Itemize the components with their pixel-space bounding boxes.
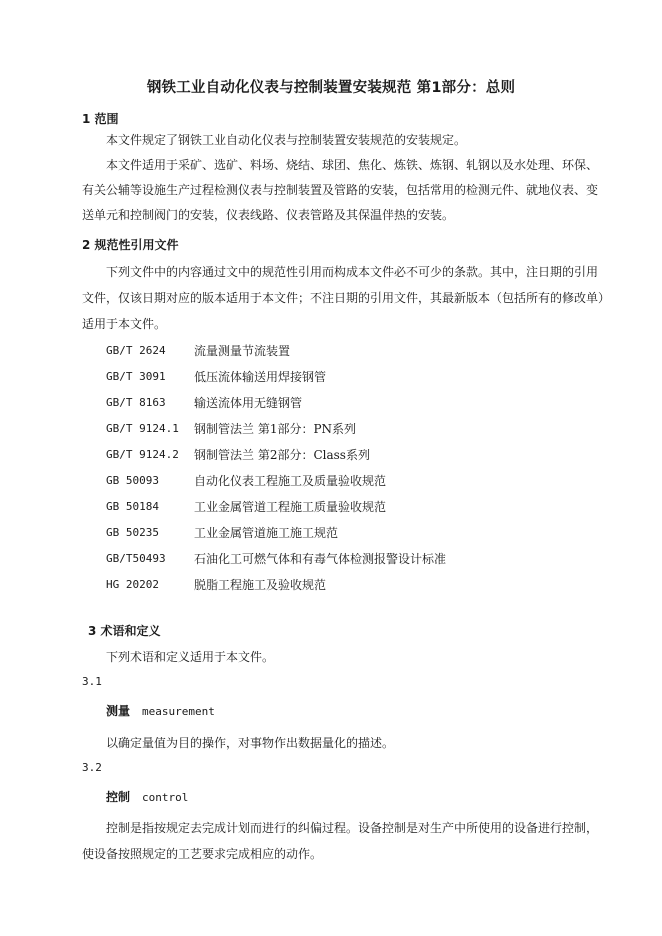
section-1-paragraph-1: 本文件规定了钢铁工业自动化仪表与控制装置安装规范的安装规定。 (106, 133, 467, 147)
section-2-paragraph-line-1: 下列文件中的内容通过文中的规范性引用而构成本文件必不可少的条款。其中，注日期的引用 (106, 265, 599, 279)
reference-title: 钢制管法兰 第1部分：PN系列 (194, 422, 357, 436)
reference-code: GB/T 3091 (106, 370, 166, 383)
section-2-heading: 2 规范性引用文件 (82, 238, 179, 252)
term-3-2-definition-line-2: 使设备按照规定的工艺要求完成相应的动作。 (82, 847, 323, 861)
reference-title: 工业金属管道工程施工质量验收规范 (194, 500, 387, 514)
reference-title: 自动化仪表工程施工及质量验收规范 (194, 474, 387, 488)
section-2-paragraph-line-2: 文件，仅该日期对应的版本适用于本文件；不注日期的引用文件，其最新版本（包括所有的修改单） (82, 291, 611, 305)
term-3-1 (106, 702, 215, 719)
reference-title: 输送流体用无缝钢管 (194, 396, 303, 410)
reference-code: GB 50093 (106, 474, 159, 487)
section-1-paragraph-2-line-2: 有关公辅等设施生产过程检测仪表与控制装置及管路的安装，包括常用的检测元件、就地仪表、变 (82, 183, 599, 197)
term-3-1-number: 3.1 (82, 675, 102, 688)
reference-code: GB 50235 (106, 526, 159, 539)
document-title: 钢铁工业自动化仪表与控制装置安装规范 第1部分：总则 (146, 80, 516, 96)
section-3-intro: 下列术语和定义适用于本文件。 (106, 650, 275, 664)
section-1-paragraph-2-line-3: 送单元和控制阀门的安装，仪表线路、仪表管路及其保温伴热的安装。 (82, 208, 455, 222)
section-1-paragraph-2-line-1: 本文件适用于采矿、选矿、料场、烧结、球团、焦化、炼铁、炼钢、轧钢以及水处理、环保、 (106, 158, 599, 172)
reference-code: GB/T50493 (106, 552, 166, 565)
reference-code: GB/T 9124.2 (106, 448, 179, 461)
term-3-2-definition-line-1: 控制是指按规定去完成计划而进行的纠偏过程。设备控制是对生产中所使用的设备进行控制， (106, 821, 599, 835)
section-1-heading: 1 范围 (82, 112, 119, 126)
term-3-2-english: control (142, 791, 189, 804)
term-3-2-chinese: 控制 (106, 790, 131, 804)
term-3-1-definition: 以确定量值为目的操作，对事物作出数据量化的描述。 (106, 736, 395, 750)
section-3-heading: 3 术语和定义 (88, 624, 161, 638)
reference-title: 工业金属管道施工施工规范 (194, 526, 339, 540)
reference-code: GB/T 2624 (106, 344, 166, 357)
reference-title: 石油化工可燃气体和有毒气体检测报警设计标准 (194, 552, 447, 566)
term-3-2-number: 3.2 (82, 761, 102, 774)
reference-title: 脱脂工程施工及验收规范 (194, 578, 327, 592)
section-2-paragraph-line-3: 适用于本文件。 (82, 317, 167, 331)
term-3-1-chinese: 测量 (106, 704, 131, 718)
reference-code: GB/T 9124.1 (106, 422, 179, 435)
term-3-2 (106, 788, 188, 805)
term-3-1-english: measurement (142, 705, 215, 718)
reference-code: GB 50184 (106, 500, 159, 513)
reference-code: GB/T 8163 (106, 396, 166, 409)
reference-code: HG 20202 (106, 578, 159, 591)
reference-title: 钢制管法兰 第2部分：Class系列 (194, 448, 370, 462)
reference-title: 低压流体输送用焊接钢管 (194, 370, 327, 384)
reference-title: 流量测量节流装置 (194, 344, 291, 358)
